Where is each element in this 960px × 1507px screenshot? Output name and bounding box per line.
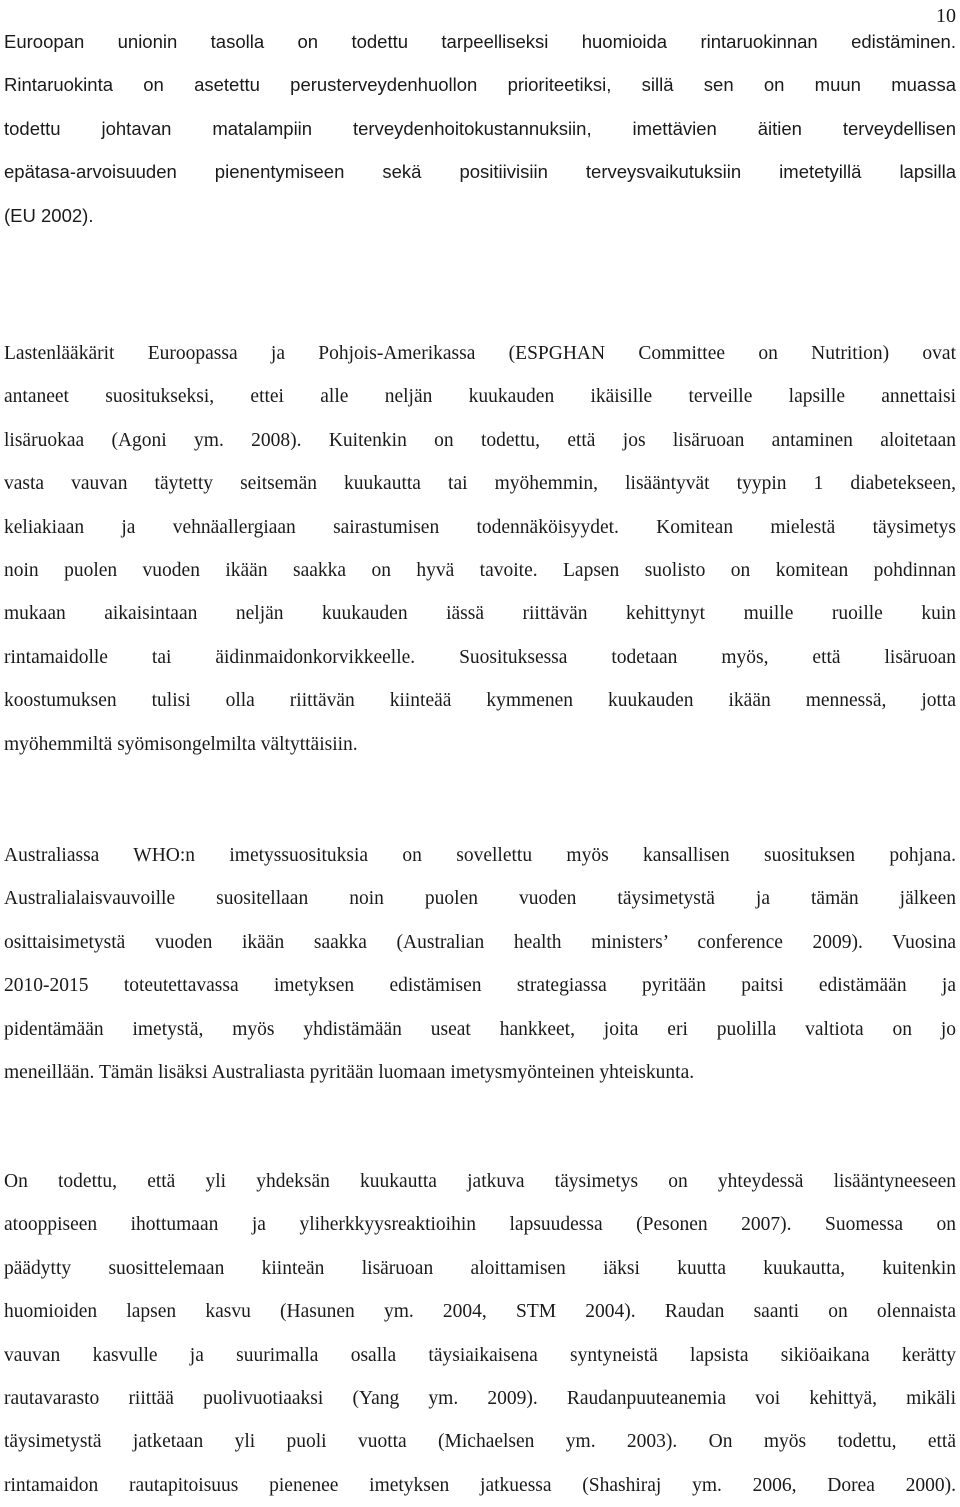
paragraph-line: Euroopan unionin tasolla on todettu tarpeelliseksi huomioida rintaruokinnan edistäminen.: [4, 31, 956, 52]
paragraph-line: epätasa-arvoisuuden pienentymiseen sekä positiivisiin terveysvaikutuksiin imetetyillä lapsilla: [4, 161, 956, 183]
paragraph-line: keliakiaan ja vehnäallergiaan sairastumisen todennäköisyydet. Komitean mielestä täysimetys: [4, 516, 956, 538]
paragraph-line: Australialaisvauvoille suositellaan noin puolen vuoden täysimetystä ja tämän jälkeen: [4, 888, 956, 910]
paragraph-line: lisäruokaa (Agoni ym. 2008). Kuitenkin on todettu, että jos lisäruoan antaminen aloitetaan: [4, 429, 956, 451]
paragraph-line: huomioiden lapsen kasvu (Hasunen ym. 2004, STM 2004). Raudan saanti on olennaista: [4, 1301, 956, 1323]
paragraph-australia: [4, 834, 956, 1094]
paragraph-line: Lastenlääkärit Euroopassa ja Pohjois-Amerikassa (ESPGHAN Committee on Nutrition) ovat: [4, 343, 956, 364]
paragraph-line: täysimetystä jatketaan yli puoli vuotta (Michaelsen ym. 2003). On myös todettu, että: [4, 1431, 956, 1453]
paragraph-line: (EU 2002).: [4, 204, 94, 226]
paragraph-line: myöhemmiltä syömisongelmilta vältyttäisiin.: [4, 733, 358, 755]
paragraph-line: päädytty suosittelemaan kiinteän lisäruoan aloittamisen iäksi kuutta kuukautta, kuitenkin: [4, 1257, 956, 1279]
paragraph-line: On todettu, että yli yhdeksän kuukautta jatkuva täysimetys on yhteydessä lisääntyneeseen: [4, 1171, 956, 1192]
paragraph-line: Australiassa WHO:n imetyssuosituksia on sovellettu myös kansallisen suosituksen pohjana.: [4, 845, 956, 866]
paragraph-line: vasta vauvan täytetty seitsemän kuukautta tai myöhemmin, lisääntyvät tyypin 1 diabetekseen,: [4, 473, 956, 495]
paragraph-line: mukaan aikaisintaan neljän kuukauden iässä riittävän kehittynyt muille ruoille kuin: [4, 603, 956, 625]
paragraph-espghan-recommendation: [4, 332, 956, 766]
paragraph-finland-iron: [4, 1160, 956, 1507]
paragraph-line: vauvan kasvulle ja suurimalla osalla täysiaikaisena syntyneistä lapsista sikiöaikana kerätty: [4, 1344, 956, 1366]
paragraph-line: rintamaidolle tai äidinmaidonkorvikkeelle. Suosituksessa todetaan myös, että lisäruoan: [4, 646, 956, 668]
paragraph-line: rautavarasto riittää puolivuotiaaksi (Yang ym. 2009). Raudanpuuteanemia voi kehittyä, mikäli: [4, 1387, 956, 1409]
paragraph-line: antaneet suositukseksi, ettei alle neljän kuukauden ikäisille terveille lapsille annettaisi: [4, 386, 956, 408]
paragraph-line: meneillään. Tämän lisäksi Australiasta pyritään luomaan imetysmyönteinen yhteiskunta.: [4, 1061, 695, 1083]
page-number: 10: [936, 5, 956, 27]
paragraph-line: Rintaruokinta on asetettu perusterveydenhuollon prioriteetiksi, sillä sen on muun muassa: [4, 74, 956, 96]
paragraph-line: todettu johtavan matalampiin terveydenhoitokustannuksiin, imettävien äitien terveydellisen: [4, 117, 956, 139]
paragraph-eu-breastfeeding: [4, 20, 956, 237]
paragraph-line: 2010-2015 toteutettavassa imetyksen edistämisen strategiassa pyritään paitsi edistämään ja: [4, 975, 956, 997]
paragraph-line: koostumuksen tulisi olla riittävän kiinteää kymmenen kuukauden ikään mennessä, jotta: [4, 690, 956, 712]
paragraph-line: atooppiseen ihottumaan ja yliherkkyysreaktioihin lapsuudessa (Pesonen 2007). Suomessa on: [4, 1214, 956, 1236]
paragraph-line: rintamaidon rautapitoisuus pienenee imetyksen jatkuessa (Shashiraj ym. 2006, Dorea 2000).: [4, 1474, 956, 1496]
paragraph-line: osittaisimetystä vuoden ikään saakka (Australian health ministers’ conference 2009). Vuosina: [4, 931, 956, 953]
paragraph-line: pidentämään imetystä, myös yhdistämään useat hankkeet, joita eri puolilla valtiota on jo: [4, 1018, 956, 1040]
paragraph-line: noin puolen vuoden ikään saakka on hyvä tavoite. Lapsen suolisto on komitean pohdinnan: [4, 559, 956, 581]
